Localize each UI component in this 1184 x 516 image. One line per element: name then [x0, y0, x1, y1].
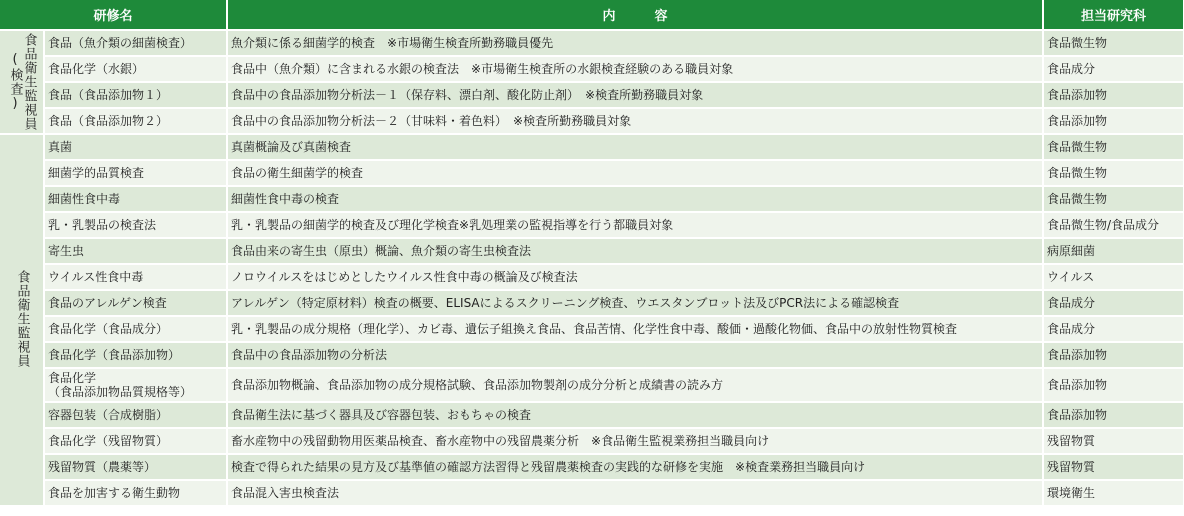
- table-row: [0, 238, 1184, 264]
- table-row: [0, 264, 1184, 290]
- row-content: 食品中の食品添加物分析法－１（保存料、漂白剤、酸化防止剤） ※検査所勤務職員対象: [227, 82, 1043, 108]
- table-row: [0, 134, 1184, 160]
- row-name: ウイルス性食中毒: [44, 264, 227, 290]
- row-content: 乳・乳製品の細菌学的検査及び理化学検査※乳処理業の監視指導を行う都職員対象: [227, 212, 1043, 238]
- table-row: [0, 402, 1184, 428]
- row-name: 食品（食品添加物２）: [44, 108, 227, 134]
- table-row: [0, 186, 1184, 212]
- row-content: 食品混入害虫検査法: [227, 480, 1043, 506]
- row-dept: 食品成分: [1043, 56, 1184, 82]
- header-content: 内 容: [227, 0, 1043, 30]
- row-dept: 食品添加物: [1043, 368, 1184, 402]
- row-dept: 残留物質: [1043, 454, 1184, 480]
- row-dept: 食品微生物: [1043, 30, 1184, 56]
- row-dept: 食品添加物: [1043, 402, 1184, 428]
- row-content: 食品衛生法に基づく器具及び容器包装、おもちゃの検査: [227, 402, 1043, 428]
- row-name: 食品（魚介類の細菌検査）: [44, 30, 227, 56]
- row-content: 食品添加物概論、食品添加物の成分規格試験、食品添加物製剤の成分分析と成績書の読み方: [227, 368, 1043, 402]
- row-name: 食品化学（残留物質）: [44, 428, 227, 454]
- table-row: [0, 480, 1184, 506]
- row-dept: 食品微生物: [1043, 160, 1184, 186]
- row-dept: 病原細菌: [1043, 238, 1184, 264]
- row-content: ノロウイルスをはじめとしたウイルス性食中毒の概論及び検査法: [227, 264, 1043, 290]
- group-label-sub: (検査): [7, 52, 23, 112]
- header-name: 研修名: [0, 0, 227, 30]
- group-label-monitor: [0, 134, 44, 506]
- table-row: [0, 30, 1184, 56]
- row-name: 寄生虫: [44, 238, 227, 264]
- row-content: 畜水産物中の残留動物用医薬品検査、畜水産物中の残留農薬分析 ※食品衛生監視業務担当職員向け: [227, 428, 1043, 454]
- header-row: [0, 0, 1184, 30]
- row-name: 細菌性食中毒: [44, 186, 227, 212]
- row-name: 容器包装（合成樹脂）: [44, 402, 227, 428]
- row-dept: 食品成分: [1043, 316, 1184, 342]
- row-dept: 食品微生物: [1043, 134, 1184, 160]
- row-name: 食品化学（食品添加物）: [44, 342, 227, 368]
- row-dept: ウイルス: [1043, 264, 1184, 290]
- row-name: 真菌: [44, 134, 227, 160]
- row-name: 細菌学的品質検査: [44, 160, 227, 186]
- row-content: 食品中（魚介類）に含まれる水銀の検査法 ※市場衛生検査所の水銀検査経験のある職員対象: [227, 56, 1043, 82]
- row-dept: 食品成分: [1043, 290, 1184, 316]
- row-dept: 環境衛生: [1043, 480, 1184, 506]
- row-content: 魚介類に係る細菌学的検査 ※市場衛生検査所勤務職員優先: [227, 30, 1043, 56]
- table-row: [0, 212, 1184, 238]
- group-label-main: 食品衛生監視員: [14, 269, 30, 368]
- row-content: 乳・乳製品の成分規格（理化学）、カビ毒、遺伝子組換え食品、食品苦情、化学性食中毒、酸価・過酸化物価、食品中の放射性物質検査: [227, 316, 1043, 342]
- row-name: 食品化学（水銀）: [44, 56, 227, 82]
- row-name: [44, 368, 227, 402]
- row-content: 細菌性食中毒の検査: [227, 186, 1043, 212]
- row-content: 検査で得られた結果の見方及び基準値の確認方法習得と残留農薬検査の実践的な研修を実施 ※検査業務担当職員向け: [227, 454, 1043, 480]
- row-content: アレルゲン（特定原材料）検査の概要、ELISAによるスクリーニング検査、ウエスタンブロット法及びPCR法による確認検査: [227, 290, 1043, 316]
- table-row: [0, 316, 1184, 342]
- table-row: [0, 108, 1184, 134]
- table-row: [0, 56, 1184, 82]
- header-dept: 担当研究科: [1043, 0, 1184, 30]
- row-dept: 食品微生物: [1043, 186, 1184, 212]
- row-name: 食品を加害する衛生動物: [44, 480, 227, 506]
- table-row: [0, 454, 1184, 480]
- table-row: [0, 368, 1184, 402]
- table-row: [0, 290, 1184, 316]
- table-row: [0, 342, 1184, 368]
- row-dept: 食品微生物/食品成分: [1043, 212, 1184, 238]
- row-dept: 食品添加物: [1043, 108, 1184, 134]
- table-row: [0, 160, 1184, 186]
- row-name: 食品（食品添加物１）: [44, 82, 227, 108]
- table-row: [0, 428, 1184, 454]
- row-name: 食品化学（食品成分）: [44, 316, 227, 342]
- row-content: 食品中の食品添加物分析法－２（甘味料・着色料） ※検査所勤務職員対象: [227, 108, 1043, 134]
- row-dept: 残留物質: [1043, 428, 1184, 454]
- row-name: 食品のアレルゲン検査: [44, 290, 227, 316]
- group-label-inspection: [0, 30, 44, 134]
- row-dept: 食品添加物: [1043, 82, 1184, 108]
- row-content: 食品中の食品添加物の分析法: [227, 342, 1043, 368]
- row-content: 真菌概論及び真菌検査: [227, 134, 1043, 160]
- row-dept: 食品添加物: [1043, 342, 1184, 368]
- group-label-main: 食品衛生監視員: [21, 33, 37, 131]
- row-content: 食品由来の寄生虫（原虫）概論、魚介類の寄生虫検査法: [227, 238, 1043, 264]
- table-row: [0, 82, 1184, 108]
- row-name: 残留物質（農薬等）: [44, 454, 227, 480]
- row-name-line1: 食品化学: [48, 371, 97, 385]
- row-name: 乳・乳製品の検査法: [44, 212, 227, 238]
- row-name-line2: （食品添加物品質規格等）: [48, 385, 193, 399]
- row-content: 食品の衛生細菌学的検査: [227, 160, 1043, 186]
